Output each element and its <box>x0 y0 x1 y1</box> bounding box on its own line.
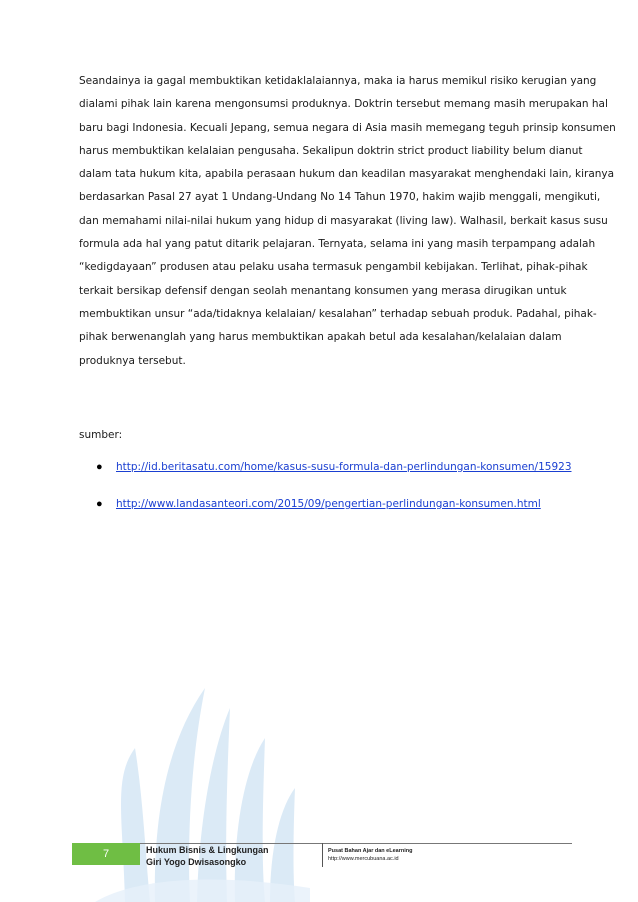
organization-name: Pusat Bahan Ajar dan eLearning <box>328 848 413 854</box>
body-paragraph <box>79 70 616 373</box>
organization-url: http://www.mercubuana.ac.id <box>328 856 399 862</box>
body-line: produknya tersebut. <box>79 354 186 367</box>
course-title: Hukum Bisnis & Lingkungan <box>146 845 269 855</box>
body-line: “kedigdayaan” produsen atau pelaku usaha termasuk pengambil kebijakan. Terlihat, pihak-pihak <box>79 261 588 274</box>
body-line: harus membuktikan kelalaian pengusaha. Sekalipun doktrin strict product liability belum dianut <box>79 144 583 157</box>
author-name: Giri Yogo Dwisasongko <box>146 857 247 867</box>
page-number: 7 <box>72 843 140 865</box>
list-item <box>96 497 572 534</box>
body-line: formula ada hal yang patut ditarik pelajaran. Ternyata, selama ini yang masih terpampang adalah <box>79 238 596 251</box>
body-line: baru bagi Indonesia. Kecuali Jepang, semua negara di Asia masih memegang teguh prinsip konsumen <box>79 121 616 134</box>
sources-heading: sumber: <box>79 429 123 441</box>
body-line: membuktikan unsur “ada/tidaknya kelalaian/ kesalahan” terhadap sebuah produk. Padahal, pihak- <box>79 307 597 320</box>
body-line: terkait bersikap defensif dengan seolah menantang konsumen yang merasa dirugikan untuk <box>79 284 567 297</box>
body-line: dan memahami nilai-nilai hukum yang hidup di masyarakat (living law). Walhasil, berkait kasus susu <box>79 214 608 227</box>
sources-list <box>96 460 572 534</box>
source-link-beritasatu[interactable]: http://id.beritasatu.com/home/kasus-susu-formula-dan-perlindungan-konsumen/15923 <box>116 461 572 473</box>
footer-separator <box>322 843 323 867</box>
body-line: dalam tata hukum kita, apabila perasaan hukum dan keadilan masyarakat menghendaki lain, kiranya <box>79 168 615 181</box>
bullet-icon: ● <box>96 461 103 473</box>
body-line: pihak berwenanglah yang harus membuktikan apakah betul ada kesalahan/kelalaian dalam <box>79 331 562 344</box>
bullet-icon: ● <box>96 498 103 510</box>
body-line: berdasarkan Pasal 27 ayat 1 Undang-Undang No 14 Tahun 1970, hakim wajib menggali, mengikuti, <box>79 191 601 204</box>
body-line: Seandainya ia gagal membuktikan ketidaklalaiannya, maka ia harus memikul risiko kerugian yang <box>79 75 597 87</box>
body-line: dialami pihak lain karena mengonsumsi produknya. Doktrin tersebut memang masih merupakan hal <box>79 98 608 111</box>
source-link-landasanteori[interactable]: http://www.landasanteori.com/2015/09/pengertian-perlindungan-konsumen.html <box>116 498 541 510</box>
list-item <box>96 460 572 497</box>
